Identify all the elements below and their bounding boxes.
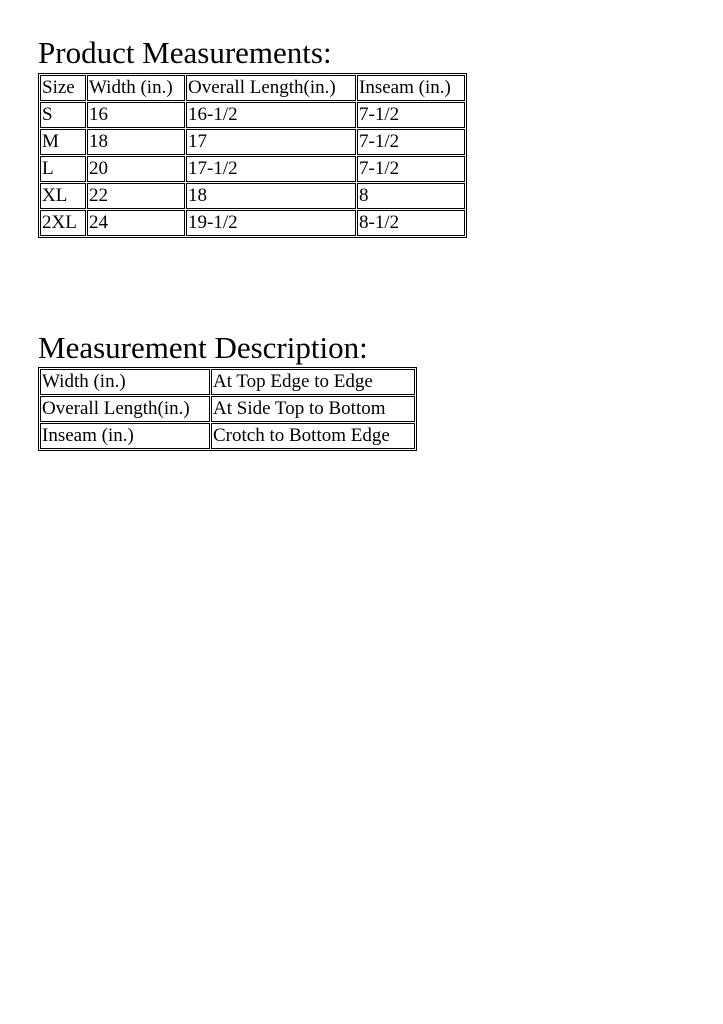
measurement-name-cell: Overall Length(in.) — [40, 396, 210, 422]
header-cell-inseam: Inseam (in.) — [357, 75, 465, 101]
measurement-name-cell: Inseam (in.) — [40, 423, 210, 449]
table-row — [40, 369, 415, 395]
measurement-description-heading: Measurement Description: — [38, 330, 368, 365]
product-measurements-table — [38, 73, 467, 238]
table-row — [40, 423, 415, 449]
measurement-method-cell: At Top Edge to Edge — [211, 369, 415, 395]
table-row — [40, 210, 465, 236]
overall-length-cell: 17 — [186, 129, 356, 155]
header-cell-size: Size — [40, 75, 86, 101]
table-row — [40, 183, 465, 209]
overall-length-cell: 19-1/2 — [186, 210, 356, 236]
width-cell: 18 — [87, 129, 185, 155]
width-cell: 22 — [87, 183, 185, 209]
product-measurements-heading: Product Measurements: — [38, 35, 332, 70]
inseam-cell: 7-1/2 — [357, 156, 465, 182]
table-row — [40, 102, 465, 128]
table-row — [40, 129, 465, 155]
size-cell: L — [40, 156, 86, 182]
overall-length-cell: 18 — [186, 183, 356, 209]
table-header-row — [40, 75, 465, 101]
header-cell-overall-length: Overall Length(in.) — [186, 75, 356, 101]
width-cell: 20 — [87, 156, 185, 182]
measurement-name-cell: Width (in.) — [40, 369, 210, 395]
width-cell: 24 — [87, 210, 185, 236]
size-cell: XL — [40, 183, 86, 209]
inseam-cell: 8-1/2 — [357, 210, 465, 236]
measurement-method-cell: At Side Top to Bottom — [211, 396, 415, 422]
overall-length-cell: 17-1/2 — [186, 156, 356, 182]
inseam-cell: 7-1/2 — [357, 129, 465, 155]
size-cell: S — [40, 102, 86, 128]
table-row — [40, 396, 415, 422]
inseam-cell: 7-1/2 — [357, 102, 465, 128]
size-cell: M — [40, 129, 86, 155]
width-cell: 16 — [87, 102, 185, 128]
table-row — [40, 156, 465, 182]
inseam-cell: 8 — [357, 183, 465, 209]
measurement-description-table — [38, 367, 417, 451]
overall-length-cell: 16-1/2 — [186, 102, 356, 128]
header-cell-width: Width (in.) — [87, 75, 185, 101]
measurement-method-cell: Crotch to Bottom Edge — [211, 423, 415, 449]
size-cell: 2XL — [40, 210, 86, 236]
